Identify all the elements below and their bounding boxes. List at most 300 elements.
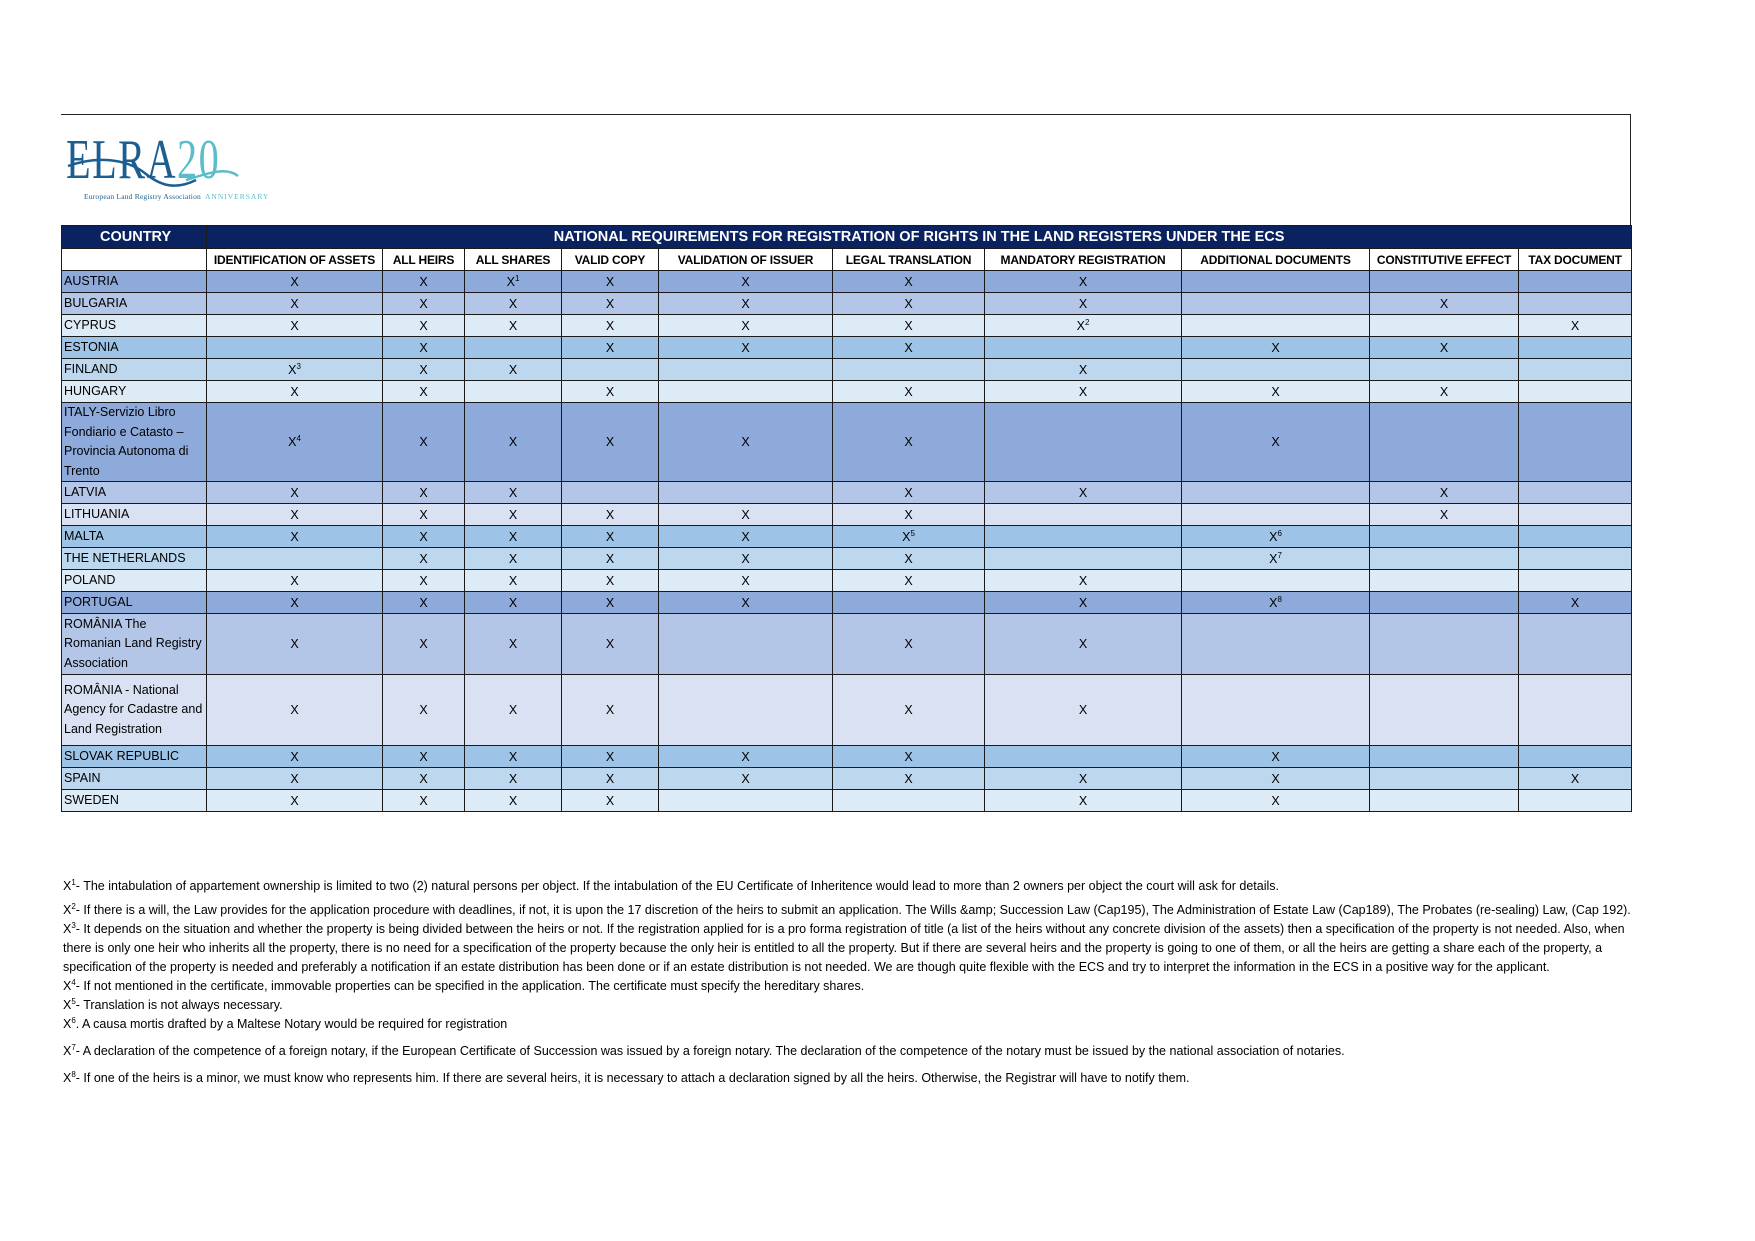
footnote (63, 977, 1638, 996)
requirement-cell (659, 675, 833, 746)
requirement-cell (1182, 592, 1370, 614)
footnote-mark: X (63, 1044, 72, 1058)
requirement-cell (1519, 768, 1632, 790)
requirement-cell (1370, 381, 1519, 403)
country-cell: ROMÂNIA The Romanian Land Registry Association (62, 614, 207, 675)
requirement-cell (1370, 526, 1519, 548)
footnote-mark: X (63, 998, 72, 1012)
requirement-cell (207, 746, 383, 768)
footnote-mark: X (63, 1071, 72, 1085)
footnote-ref: 1 (514, 273, 520, 283)
requirement-mark: X (741, 507, 750, 522)
requirement-cell (207, 526, 383, 548)
requirement-cell (383, 504, 465, 526)
requirement-cell (1370, 293, 1519, 315)
requirement-mark: X (741, 296, 750, 311)
requirement-cell (985, 337, 1182, 359)
table-row (62, 790, 1632, 812)
requirement-cell (1182, 293, 1370, 315)
requirement-cell (659, 504, 833, 526)
table-title-band (62, 226, 1632, 249)
requirement-cell (985, 746, 1182, 768)
footnote-text: - If one of the heirs is a minor, we must know who represents him. If there are several heirs, it is necessary to attach a declaration signed by all the heirs. Otherwise, the Registrar will have to notify them. (75, 1071, 1190, 1085)
requirement-cell (383, 768, 465, 790)
column-header: TAX DOCUMENT (1519, 249, 1632, 271)
requirement-cell (207, 403, 383, 482)
country-cell: SPAIN (62, 768, 207, 790)
requirement-mark: X (508, 793, 518, 808)
requirement-cell (1519, 337, 1632, 359)
requirement-mark: X (1271, 340, 1280, 355)
requirement-mark: X (290, 793, 299, 808)
column-header: IDENTIFICATION OF ASSETS (207, 249, 383, 271)
requirement-cell (1370, 570, 1519, 592)
requirement-mark: X (419, 340, 428, 355)
footnote-mark: X (63, 879, 72, 893)
logo-anniversary: ANNIVERSARY (205, 192, 270, 201)
requirement-mark: X (419, 703, 428, 717)
column-header: ALL SHARES (465, 249, 562, 271)
requirement-cell (1370, 746, 1519, 768)
requirement-mark: X (741, 771, 750, 786)
requirement-cell (1370, 675, 1519, 746)
footnote-text: - It depends on the situation and whether the property is being divided between the heirs or not. If the registration applied for is a pro forma registration of title (a list of the heirs without any concrete division of the assets) then a specification of the property is not needed. Also, when there is only one heir who inherits all the property, there is no need for a specification of the property because the only heir is entitled to all the property. But if there are several heirs and the property is going to one of them, or all the heirs are getting a share each of the property, a specification of the property is needed and preferably a notification if an estate distribution has been done or if an estate distribution is not needed. We are though quite flexible with the ECS and try to interpret the information in the ECS in a positive way for the applicant. (63, 922, 1625, 974)
requirement-cell (833, 570, 985, 592)
footnote-number: 5 (71, 997, 76, 1006)
requirement-mark: X (741, 749, 750, 764)
requirement-cell (1519, 592, 1632, 614)
requirement-cell (833, 526, 985, 548)
footnote-ref: 4 (296, 434, 301, 443)
requirement-mark: X (508, 551, 518, 566)
requirement-cell (383, 315, 465, 337)
requirement-cell (383, 675, 465, 746)
requirement-cell (1370, 315, 1519, 337)
requirement-cell (833, 359, 985, 381)
requirement-mark: X (1269, 595, 1278, 610)
requirement-cell (1182, 675, 1370, 746)
requirement-mark: X (419, 595, 428, 610)
requirement-mark: X (290, 274, 299, 289)
requirement-cell (1182, 403, 1370, 482)
requirement-mark: X (419, 637, 428, 651)
requirement-cell (465, 359, 562, 381)
requirement-cell (465, 614, 562, 675)
country-cell: ITALY-Servizio Libro Fondiario e Catasto – Provincia Autonoma di Trento (62, 403, 207, 482)
requirement-cell (465, 526, 562, 548)
requirement-cell (833, 592, 985, 614)
requirement-cell (562, 403, 659, 482)
requirement-cell (985, 482, 1182, 504)
requirement-mark: X (508, 507, 518, 522)
requirement-mark: X (419, 771, 428, 786)
requirement-cell (465, 592, 562, 614)
requirement-cell (383, 570, 465, 592)
requirement-cell (1182, 271, 1370, 293)
footnote (63, 1069, 1638, 1088)
requirement-cell (1519, 570, 1632, 592)
country-cell: SLOVAK REPUBLIC (62, 746, 207, 768)
requirement-cell (1370, 614, 1519, 675)
requirement-cell (833, 293, 985, 315)
requirement-cell (465, 790, 562, 812)
requirement-cell (833, 403, 985, 482)
country-cell: POLAND (62, 570, 207, 592)
requirement-cell (833, 790, 985, 812)
requirement-mark: X (605, 637, 615, 651)
requirement-mark: X (1076, 318, 1085, 333)
footnote-number: 2 (71, 902, 76, 911)
footnote-number: 4 (71, 978, 76, 987)
requirement-cell (383, 293, 465, 315)
requirement-cell (207, 548, 383, 570)
footnote-number: 1 (71, 878, 76, 887)
requirement-mark: X (605, 274, 615, 289)
requirement-cell (562, 592, 659, 614)
requirement-mark: X (605, 793, 615, 808)
footnote (63, 877, 1638, 896)
requirement-mark: X (1078, 274, 1088, 289)
footnote-mark: X (63, 1017, 72, 1031)
table-row (62, 504, 1632, 526)
requirement-cell (562, 504, 659, 526)
requirement-mark: X (290, 384, 299, 399)
country-cell: ROMÂNIA - National Agency for Cadastre and Land Registration (62, 675, 207, 746)
requirement-mark: X (1439, 384, 1449, 399)
requirement-mark: X (605, 573, 615, 588)
requirement-cell (1182, 790, 1370, 812)
requirement-cell (207, 482, 383, 504)
requirement-mark: X (605, 318, 615, 333)
footnote-text: - If not mentioned in the certificate, immovable properties can be specified in the application. The certificate must specify the hereditary shares. (75, 979, 865, 993)
requirement-mark: X (1439, 296, 1449, 311)
requirement-cell (383, 614, 465, 675)
requirement-mark: X (1078, 595, 1088, 610)
requirement-cell (659, 482, 833, 504)
logo-swoosh-icon (66, 130, 256, 200)
requirement-cell (207, 359, 383, 381)
requirement-mark: X (1078, 573, 1088, 588)
requirement-cell (562, 293, 659, 315)
requirement-mark: X (904, 573, 913, 588)
requirement-mark: X (1570, 771, 1580, 786)
requirement-cell (562, 570, 659, 592)
requirement-cell (985, 614, 1182, 675)
column-header: VALID COPY (562, 249, 659, 271)
requirement-cell (465, 337, 562, 359)
requirement-mark: X (904, 485, 913, 500)
requirement-cell (1182, 315, 1370, 337)
footnote (63, 1042, 1638, 1061)
requirement-cell (1370, 271, 1519, 293)
requirement-cell (1519, 504, 1632, 526)
requirement-mark: X (419, 573, 428, 588)
requirement-cell (207, 592, 383, 614)
footnote-number: 6 (71, 1016, 76, 1025)
requirement-cell (985, 526, 1182, 548)
table-row (62, 381, 1632, 403)
column-header: ADDITIONAL DOCUMENTS (1182, 249, 1370, 271)
requirement-cell (659, 293, 833, 315)
requirement-cell (1519, 271, 1632, 293)
requirement-mark: X (419, 529, 428, 544)
requirement-mark: X (290, 485, 299, 500)
requirement-mark: X (1570, 318, 1580, 333)
requirement-mark: X (508, 595, 518, 610)
requirement-cell (833, 337, 985, 359)
country-cell: CYPRUS (62, 315, 207, 337)
requirement-cell (985, 570, 1182, 592)
footnote-mark: X (63, 922, 72, 936)
requirement-cell (1519, 403, 1632, 482)
requirement-cell (1519, 359, 1632, 381)
table-row (62, 592, 1632, 614)
requirement-cell (207, 315, 383, 337)
elra-logo (66, 129, 270, 208)
column-header: LEGAL TRANSLATION (833, 249, 985, 271)
footnote (63, 901, 1638, 920)
requirement-mark: X (904, 296, 913, 311)
requirement-cell (1182, 482, 1370, 504)
requirement-mark: X (605, 340, 615, 355)
requirement-cell (562, 768, 659, 790)
requirement-cell (1182, 504, 1370, 526)
requirement-cell (465, 504, 562, 526)
requirement-cell (659, 548, 833, 570)
requirement-mark: X (904, 637, 913, 651)
table-row (62, 403, 1632, 482)
requirement-mark: X (419, 435, 428, 449)
requirement-mark: X (1271, 384, 1280, 399)
requirement-cell (659, 790, 833, 812)
requirement-cell (985, 293, 1182, 315)
requirement-cell (1519, 293, 1632, 315)
requirement-cell (1182, 570, 1370, 592)
table-row (62, 768, 1632, 790)
requirement-mark: X (419, 749, 428, 764)
requirement-cell (562, 746, 659, 768)
requirement-cell (465, 315, 562, 337)
requirement-mark: X (1078, 793, 1088, 808)
country-header: COUNTRY (62, 226, 207, 249)
requirement-mark: X (1271, 771, 1280, 786)
footnote-ref: 2 (1084, 317, 1090, 327)
requirement-mark: X (904, 749, 913, 764)
requirement-cell (985, 315, 1182, 337)
requirement-cell (383, 548, 465, 570)
country-cell: MALTA (62, 526, 207, 548)
requirement-cell (562, 315, 659, 337)
requirement-mark: X (288, 362, 297, 377)
requirement-cell (1370, 548, 1519, 570)
requirement-cell (1182, 614, 1370, 675)
requirement-mark: X (290, 318, 299, 333)
requirement-mark: X (290, 595, 299, 610)
requirement-mark: X (1271, 793, 1280, 808)
requirement-cell (207, 570, 383, 592)
country-cell: AUSTRIA (62, 271, 207, 293)
requirement-cell (562, 482, 659, 504)
table-row (62, 548, 1632, 570)
requirement-mark: X (741, 318, 750, 333)
requirement-mark: X (904, 703, 913, 717)
requirement-cell (1519, 482, 1632, 504)
requirement-mark: X (419, 274, 428, 289)
country-cell: SWEDEN (62, 790, 207, 812)
requirement-cell (659, 592, 833, 614)
requirement-mark: X (290, 749, 299, 764)
requirement-cell (1519, 526, 1632, 548)
footnote-ref: 3 (296, 361, 301, 371)
requirement-mark: X (290, 573, 299, 588)
requirement-mark: X (419, 318, 428, 333)
requirement-mark: X (741, 435, 750, 449)
requirement-mark: X (904, 340, 913, 355)
requirement-cell (1519, 746, 1632, 768)
requirement-mark: X (741, 551, 750, 566)
requirement-cell (659, 337, 833, 359)
requirement-cell (562, 271, 659, 293)
requirement-cell (985, 359, 1182, 381)
requirement-mark: X (605, 296, 615, 311)
requirement-cell (833, 675, 985, 746)
requirement-mark: X (904, 551, 913, 566)
requirement-mark: X (904, 384, 913, 399)
footnote-ref: 6 (1277, 528, 1282, 538)
requirement-cell (465, 403, 562, 482)
table-row (62, 359, 1632, 381)
footnote (63, 920, 1638, 977)
requirement-cell (1370, 790, 1519, 812)
country-cell: HUNGARY (62, 381, 207, 403)
requirement-cell (659, 746, 833, 768)
requirement-mark: X (1439, 485, 1449, 500)
requirement-cell (465, 381, 562, 403)
requirement-mark: X (605, 703, 615, 717)
requirement-mark: X (1078, 637, 1088, 651)
requirement-cell (1370, 359, 1519, 381)
country-cell: ESTONIA (62, 337, 207, 359)
requirement-cell (659, 768, 833, 790)
footnote-number: 3 (71, 921, 76, 930)
requirement-cell (1370, 482, 1519, 504)
requirement-cell (562, 526, 659, 548)
requirement-mark: X (508, 573, 518, 588)
requirement-cell (985, 403, 1182, 482)
requirement-mark: X (419, 384, 428, 399)
requirement-cell (383, 746, 465, 768)
requirement-cell (207, 790, 383, 812)
requirement-mark: X (605, 771, 615, 786)
logo-subtitle (84, 192, 269, 201)
requirement-cell (562, 337, 659, 359)
requirement-mark: X (508, 749, 518, 764)
table-row (62, 570, 1632, 592)
footnote-ref: 7 (1277, 550, 1282, 560)
requirement-mark: X (508, 485, 518, 500)
requirement-cell (985, 592, 1182, 614)
country-cell: PORTUGAL (62, 592, 207, 614)
requirement-cell (207, 293, 383, 315)
requirement-cell (562, 359, 659, 381)
requirement-cell (985, 768, 1182, 790)
footnote (63, 1015, 1638, 1034)
requirement-mark: X (419, 793, 428, 808)
requirement-cell (1370, 504, 1519, 526)
requirement-cell (465, 482, 562, 504)
requirement-cell (383, 592, 465, 614)
requirement-cell (465, 293, 562, 315)
country-cell: FINLAND (62, 359, 207, 381)
requirement-mark: X (508, 296, 518, 311)
requirement-cell (833, 482, 985, 504)
requirement-cell (383, 337, 465, 359)
table-row (62, 315, 1632, 337)
requirement-cell (833, 614, 985, 675)
requirement-cell (1370, 592, 1519, 614)
requirement-cell (1182, 359, 1370, 381)
requirement-cell (833, 768, 985, 790)
requirement-cell (383, 403, 465, 482)
requirement-mark: X (605, 551, 615, 566)
requirement-cell (465, 768, 562, 790)
requirement-cell (207, 271, 383, 293)
requirement-cell (985, 381, 1182, 403)
requirement-mark: X (1570, 595, 1580, 610)
requirement-cell (207, 768, 383, 790)
requirement-cell (1182, 526, 1370, 548)
requirement-cell (207, 337, 383, 359)
footnote-number: 7 (71, 1043, 76, 1052)
requirement-mark: X (419, 485, 428, 500)
requirement-cell (659, 271, 833, 293)
requirement-mark: X (1269, 551, 1278, 566)
requirement-cell (1519, 381, 1632, 403)
country-cell: LITHUANIA (62, 504, 207, 526)
country-cell: THE NETHERLANDS (62, 548, 207, 570)
column-header-blank (62, 249, 207, 271)
requirement-mark: X (741, 573, 750, 588)
requirement-cell (1370, 768, 1519, 790)
requirement-mark: X (290, 296, 299, 311)
requirement-mark: X (290, 771, 299, 786)
requirement-cell (562, 675, 659, 746)
requirement-mark: X (508, 529, 518, 544)
country-cell: LATVIA (62, 482, 207, 504)
requirement-cell (1519, 548, 1632, 570)
requirement-mark: X (419, 551, 428, 566)
requirement-mark: X (1271, 435, 1280, 449)
column-header: CONSTITUTIVE EFFECT (1370, 249, 1519, 271)
table-row (62, 526, 1632, 548)
requirement-cell (985, 675, 1182, 746)
requirement-cell (833, 746, 985, 768)
requirement-cell (1519, 675, 1632, 746)
requirement-cell (562, 614, 659, 675)
table-row (62, 675, 1632, 746)
requirement-cell (1519, 790, 1632, 812)
logo-subtitle-text: European Land Registry Association (84, 192, 201, 201)
requirement-mark: X (419, 296, 428, 311)
requirement-cell (659, 315, 833, 337)
requirement-cell (985, 504, 1182, 526)
requirement-cell (833, 381, 985, 403)
requirement-mark: X (1078, 703, 1088, 717)
requirement-mark: X (508, 435, 518, 449)
footnote-text: - Translation is not always necessary. (75, 998, 283, 1012)
requirement-cell (985, 790, 1182, 812)
table-title: NATIONAL REQUIREMENTS FOR REGISTRATION OF RIGHTS IN THE LAND REGISTERS UNDER THE ECS (207, 226, 1632, 249)
